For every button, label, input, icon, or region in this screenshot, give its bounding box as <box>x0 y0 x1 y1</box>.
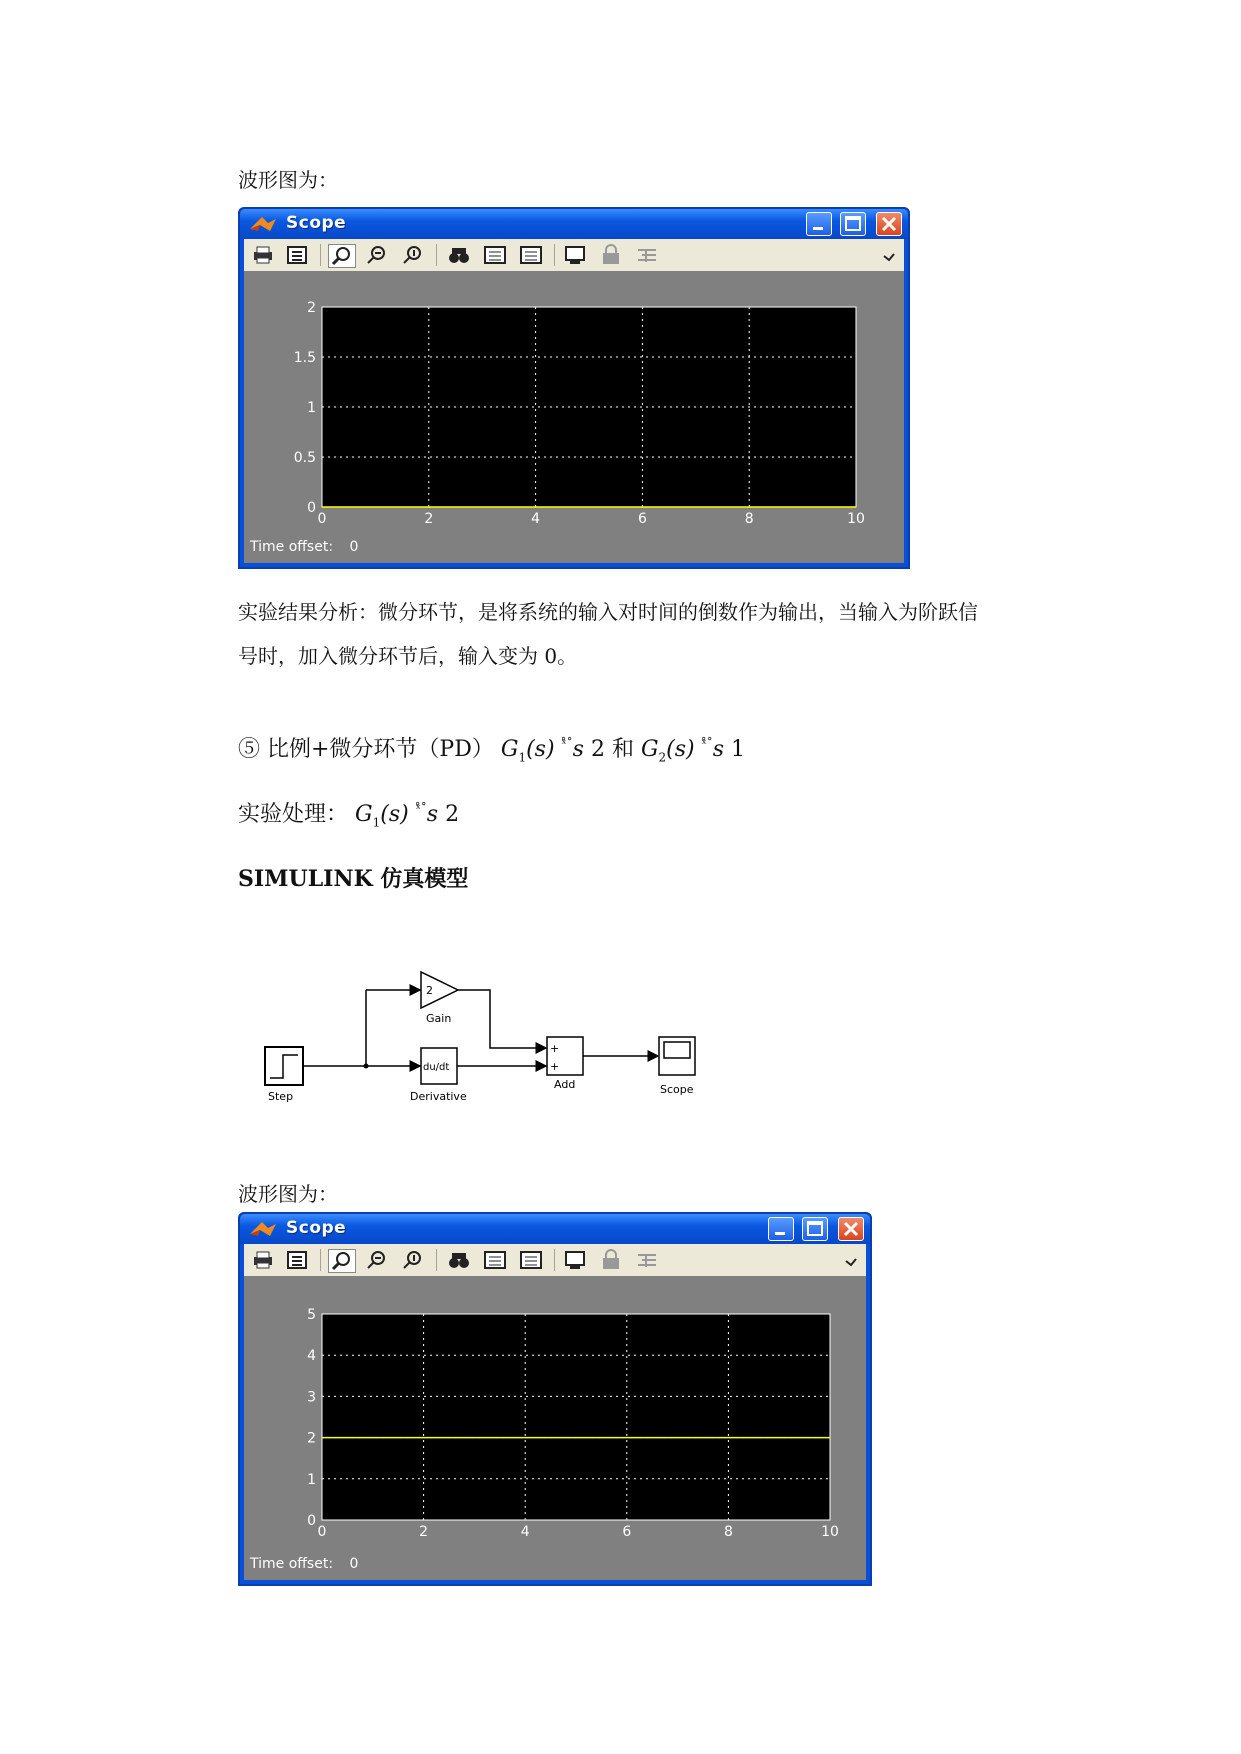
parameters-icon[interactable] <box>284 1249 310 1271</box>
pd-s: s <box>572 737 584 762</box>
add-sign-1: + <box>550 1042 560 1055</box>
scope-block[interactable] <box>659 1037 695 1075</box>
derivative-text: du/dt <box>423 1062 450 1073</box>
simulink-heading: SIMULINK 仿真模型 <box>238 866 469 892</box>
pd-g2: G <box>640 737 659 762</box>
pd-and: 和 <box>611 737 634 762</box>
close-button[interactable] <box>876 212 902 236</box>
x-tick-label: 0 <box>317 511 327 527</box>
pd-g2-sub: 2 <box>658 750 667 765</box>
scope-title: Scope <box>286 213 347 233</box>
time-offset-label: Time offset: <box>250 1556 334 1572</box>
waveform-label-1: 波形图为： <box>238 168 338 192</box>
zoom-x-icon[interactable] <box>364 1249 390 1271</box>
step-label: Step <box>268 1090 294 1103</box>
matlab-icon <box>248 1220 278 1238</box>
pd-formula-line <box>238 732 745 764</box>
zoom-y-icon[interactable] <box>400 1249 426 1271</box>
toolbar-overflow-icon[interactable] <box>842 1249 860 1271</box>
pd-symbol: ˣ̊˚ <box>561 736 573 751</box>
time-offset-label: Time offset: <box>250 539 334 555</box>
autoscale-icon[interactable] <box>446 244 472 266</box>
floating-scope-icon[interactable] <box>562 244 588 266</box>
scope-window-2 <box>238 1212 872 1586</box>
parameters-icon[interactable] <box>284 244 310 266</box>
save-axes-icon[interactable] <box>482 244 508 266</box>
pd-g1-sub: 1 <box>518 750 527 765</box>
floating-scope-icon[interactable] <box>562 1249 588 1271</box>
time-offset-value: 0 <box>349 539 359 555</box>
restore-axes-icon[interactable] <box>518 244 544 266</box>
time-offset-value: 0 <box>349 1556 359 1572</box>
x-tick-label: 6 <box>637 511 647 527</box>
proc-s: s <box>426 802 439 827</box>
scope-plot-area <box>244 271 904 563</box>
x-tick-label: 4 <box>531 511 541 527</box>
maximize-button[interactable] <box>840 212 866 236</box>
processing-prefix: 实验处理： <box>238 802 349 827</box>
analysis-line-2: 号时，加入微分环节后，输入变为 0。 <box>238 644 578 668</box>
time-offset <box>250 539 358 555</box>
pd-value-2: 2 <box>590 737 605 762</box>
lock-icon <box>598 244 624 266</box>
add-label: Add <box>554 1078 576 1091</box>
pd-g2-arg: (s) <box>666 737 702 762</box>
proc-value-2: 2 <box>445 802 460 827</box>
scope-window-1 <box>238 207 910 569</box>
x-tick-label: 2 <box>424 511 434 527</box>
proc-g1: G <box>355 802 373 827</box>
matlab-icon <box>248 215 278 233</box>
close-button[interactable] <box>838 1217 864 1241</box>
derivative-label: Derivative <box>410 1090 467 1103</box>
y-tick-label: 0.5 <box>293 450 316 466</box>
pd-prefix: ⑤ 比例+微分环节（PD） <box>238 737 494 762</box>
scope-titlebar[interactable] <box>240 209 908 239</box>
minimize-button[interactable] <box>806 212 832 236</box>
scope-label: Scope <box>660 1083 694 1096</box>
y-tick-label: 4 <box>307 1348 316 1365</box>
pd-g1-arg: (s) <box>526 737 562 762</box>
print-icon[interactable] <box>250 1249 276 1271</box>
y-tick-label: 0 <box>307 500 316 516</box>
pd-g1: G <box>500 737 519 762</box>
x-tick-label: 2 <box>419 1524 429 1540</box>
proc-g1-sub: 1 <box>372 815 381 830</box>
zoom-icon[interactable] <box>328 244 356 268</box>
scope-plot-area <box>244 1276 866 1580</box>
scope-toolbar <box>244 1244 866 1277</box>
plot-background <box>322 307 856 507</box>
y-tick-label: 1.5 <box>293 350 316 366</box>
signal-selection-icon <box>634 244 660 266</box>
save-axes-icon[interactable] <box>482 1249 508 1271</box>
plot-background <box>322 1314 830 1520</box>
y-tick-label: 0 <box>307 1513 316 1529</box>
x-tick-label: 4 <box>520 1524 530 1540</box>
y-tick-label: 2 <box>307 1430 316 1447</box>
scope-titlebar[interactable] <box>240 1214 870 1244</box>
proc-g1-arg: (s) <box>380 802 416 827</box>
y-tick-label: 2 <box>307 300 316 316</box>
simulink-diagram <box>258 960 718 1110</box>
signal-selection-icon <box>634 1249 660 1271</box>
pd-value-1: 1 <box>731 737 746 762</box>
y-tick-label: 1 <box>307 400 316 416</box>
zoom-icon[interactable] <box>328 1249 356 1273</box>
step-block[interactable] <box>265 1047 303 1085</box>
scope-title: Scope <box>286 1218 347 1238</box>
restore-axes-icon[interactable] <box>518 1249 544 1271</box>
processing-line <box>238 797 459 829</box>
y-tick-label: 3 <box>307 1389 316 1406</box>
autoscale-icon[interactable] <box>446 1249 472 1271</box>
maximize-button[interactable] <box>802 1217 828 1241</box>
minimize-button[interactable] <box>768 1217 794 1241</box>
gain-value: 2 <box>426 984 433 997</box>
time-offset <box>250 1556 358 1572</box>
print-icon[interactable] <box>250 244 276 266</box>
y-tick-label: 5 <box>307 1307 316 1323</box>
x-tick-label: 0 <box>317 1524 327 1540</box>
zoom-x-icon[interactable] <box>364 244 390 266</box>
pd-symbol-2: ˣ̊˚ <box>701 736 713 751</box>
waveform-label-2: 波形图为： <box>238 1182 338 1206</box>
toolbar-overflow-icon[interactable] <box>880 244 898 266</box>
gain-label: Gain <box>426 1012 452 1025</box>
pd-s-2: s <box>712 737 725 762</box>
y-tick-label: 1 <box>307 1471 316 1488</box>
lock-icon <box>598 1249 624 1271</box>
add-sign-2: + <box>550 1060 560 1073</box>
x-tick-label: 10 <box>821 1524 839 1540</box>
zoom-y-icon[interactable] <box>400 244 426 266</box>
scope-plot <box>244 1276 870 1582</box>
proc-symbol: ˣ̊˚ <box>415 801 427 816</box>
x-tick-label: 8 <box>723 1524 733 1540</box>
analysis-line-1: 实验结果分析：微分环节，是将系统的输入对时间的倒数作为输出，当输入为阶跃信 <box>238 600 978 624</box>
x-tick-label: 6 <box>622 1524 632 1540</box>
scope-plot <box>244 271 908 565</box>
x-tick-label: 8 <box>744 511 754 527</box>
scope-toolbar <box>244 239 904 272</box>
x-tick-label: 10 <box>847 511 865 527</box>
